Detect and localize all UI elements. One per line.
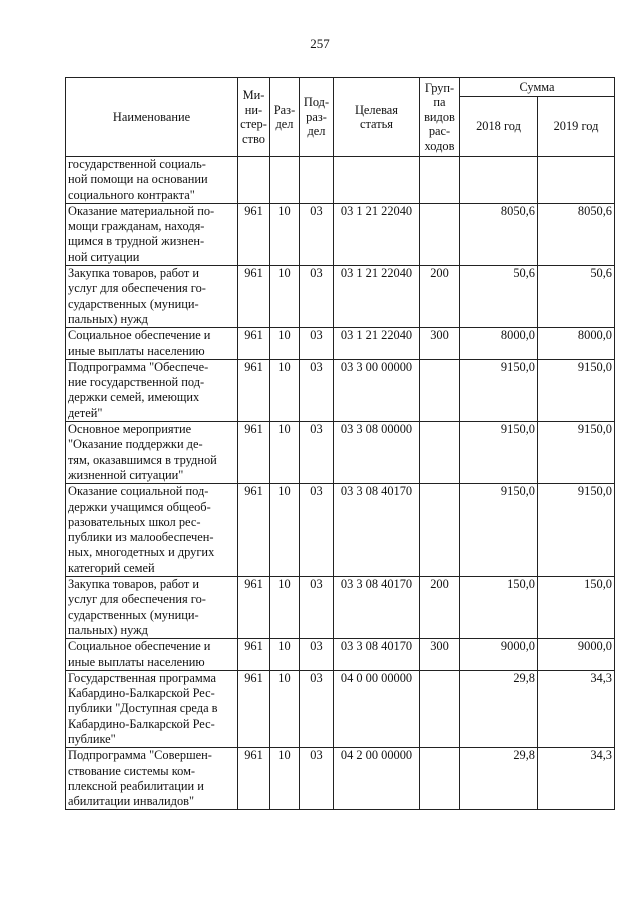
row-expense-group	[420, 422, 460, 484]
budget-table	[65, 77, 615, 810]
row-sum-2019: 9000,0	[538, 639, 615, 671]
row-expense-group	[420, 748, 460, 810]
row-section: 10	[270, 639, 300, 671]
row-subsection	[300, 157, 334, 204]
row-ministry: 961	[238, 748, 270, 810]
row-name: Подпрограмма "Обеспече- ние государственной под- держки семей, имеющих детей"	[66, 359, 238, 421]
row-sum-2018: 8000,0	[460, 328, 538, 360]
row-target: 03 3 08 40170	[334, 577, 420, 639]
row-target: 03 1 21 22040	[334, 203, 420, 265]
row-ministry: 961	[238, 670, 270, 747]
table-row	[66, 266, 615, 328]
row-name: Социальное обеспечение и иные выплаты населению	[66, 328, 238, 360]
row-sum-2018: 29,8	[460, 670, 538, 747]
row-name: Закупка товаров, работ и услуг для обеспечения го- сударственных (муници- пальных) нужд	[66, 577, 238, 639]
row-expense-group: 200	[420, 266, 460, 328]
row-sum-2018: 9150,0	[460, 359, 538, 421]
row-target: 03 1 21 22040	[334, 266, 420, 328]
table-row	[66, 639, 615, 671]
row-section: 10	[270, 266, 300, 328]
row-sum-2019: 9150,0	[538, 484, 615, 577]
table-row	[66, 157, 615, 204]
row-sum-2018: 8050,6	[460, 203, 538, 265]
row-sum-2019: 8050,6	[538, 203, 615, 265]
row-subsection: 03	[300, 484, 334, 577]
row-target: 03 3 08 40170	[334, 639, 420, 671]
row-sum-2018: 9150,0	[460, 484, 538, 577]
row-section: 10	[270, 359, 300, 421]
row-ministry: 961	[238, 577, 270, 639]
table-row	[66, 577, 615, 639]
table-row	[66, 422, 615, 484]
table-row	[66, 484, 615, 577]
row-subsection: 03	[300, 748, 334, 810]
row-sum-2019	[538, 157, 615, 204]
row-expense-group: 200	[420, 577, 460, 639]
row-section: 10	[270, 484, 300, 577]
row-subsection: 03	[300, 266, 334, 328]
row-ministry: 961	[238, 359, 270, 421]
row-name: Закупка товаров, работ и услуг для обеспечения го- сударственных (муници- пальных) нужд	[66, 266, 238, 328]
row-section: 10	[270, 422, 300, 484]
row-ministry: 961	[238, 203, 270, 265]
row-expense-group	[420, 157, 460, 204]
row-section: 10	[270, 748, 300, 810]
row-subsection: 03	[300, 328, 334, 360]
row-subsection: 03	[300, 639, 334, 671]
header-ministry: Ми- ни- стер- ство	[238, 78, 270, 157]
row-sum-2019: 34,3	[538, 748, 615, 810]
row-ministry	[238, 157, 270, 204]
table-row	[66, 748, 615, 810]
header-expense-group: Груп- па видов рас- ходов	[420, 78, 460, 157]
row-name: Подпрограмма "Совершен- ствование системы ком- плексной реабилитации и абилитации инвалидов"	[66, 748, 238, 810]
row-name: Оказание социальной под- держки учащимся общеоб- разовательных школ рес- публики из малообеспечен- ных, многодетных и других категорий семей	[66, 484, 238, 577]
row-ministry: 961	[238, 639, 270, 671]
row-subsection: 03	[300, 670, 334, 747]
header-sum: Сумма	[460, 78, 615, 97]
row-sum-2019: 9150,0	[538, 422, 615, 484]
row-target: 03 1 21 22040	[334, 328, 420, 360]
row-sum-2019: 34,3	[538, 670, 615, 747]
table-row	[66, 203, 615, 265]
row-ministry: 961	[238, 328, 270, 360]
row-target: 04 2 00 00000	[334, 748, 420, 810]
row-sum-2019: 50,6	[538, 266, 615, 328]
header-year-2018: 2018 год	[460, 97, 538, 157]
row-subsection: 03	[300, 203, 334, 265]
row-sum-2019: 9150,0	[538, 359, 615, 421]
row-sum-2018	[460, 157, 538, 204]
row-expense-group: 300	[420, 328, 460, 360]
row-name: Оказание материальной по- мощи гражданам, находя- щимся в трудной жизнен- ной ситуации	[66, 203, 238, 265]
row-sum-2018: 9150,0	[460, 422, 538, 484]
row-expense-group	[420, 359, 460, 421]
row-expense-group	[420, 203, 460, 265]
row-sum-2018: 50,6	[460, 266, 538, 328]
row-expense-group: 300	[420, 639, 460, 671]
header-year-2019: 2019 год	[538, 97, 615, 157]
row-target: 04 0 00 00000	[334, 670, 420, 747]
row-target: 03 3 08 40170	[334, 484, 420, 577]
row-subsection: 03	[300, 359, 334, 421]
header-name: Наименование	[66, 78, 238, 157]
table-row	[66, 670, 615, 747]
row-name: государственной социаль- ной помощи на основании социального контракта"	[66, 157, 238, 204]
row-sum-2018: 29,8	[460, 748, 538, 810]
row-target: 03 3 00 00000	[334, 359, 420, 421]
row-target	[334, 157, 420, 204]
row-ministry: 961	[238, 484, 270, 577]
row-subsection: 03	[300, 577, 334, 639]
header-target: Целевая статья	[334, 78, 420, 157]
row-expense-group	[420, 670, 460, 747]
page-number: 257	[310, 36, 330, 51]
row-name: Основное мероприятие "Оказание поддержки де- тям, оказавшимся в трудной жизненной ситуации"	[66, 422, 238, 484]
row-section	[270, 157, 300, 204]
row-ministry: 961	[238, 266, 270, 328]
row-expense-group	[420, 484, 460, 577]
row-ministry: 961	[238, 422, 270, 484]
header-section: Раз- дел	[270, 78, 300, 157]
row-sum-2019: 8000,0	[538, 328, 615, 360]
table-row	[66, 359, 615, 421]
row-subsection: 03	[300, 422, 334, 484]
row-name: Государственная программа Кабардино-Балкарской Рес- публики "Доступная среда в Кабардино-Балкарской Рес- публике"	[66, 670, 238, 747]
row-name: Социальное обеспечение и иные выплаты населению	[66, 639, 238, 671]
table-row	[66, 328, 615, 360]
row-section: 10	[270, 670, 300, 747]
row-section: 10	[270, 328, 300, 360]
header-subsection: Под- раз- дел	[300, 78, 334, 157]
table-header	[66, 78, 615, 157]
table-body	[66, 157, 615, 810]
row-sum-2018: 9000,0	[460, 639, 538, 671]
row-sum-2019: 150,0	[538, 577, 615, 639]
row-section: 10	[270, 577, 300, 639]
row-section: 10	[270, 203, 300, 265]
row-target: 03 3 08 00000	[334, 422, 420, 484]
row-sum-2018: 150,0	[460, 577, 538, 639]
